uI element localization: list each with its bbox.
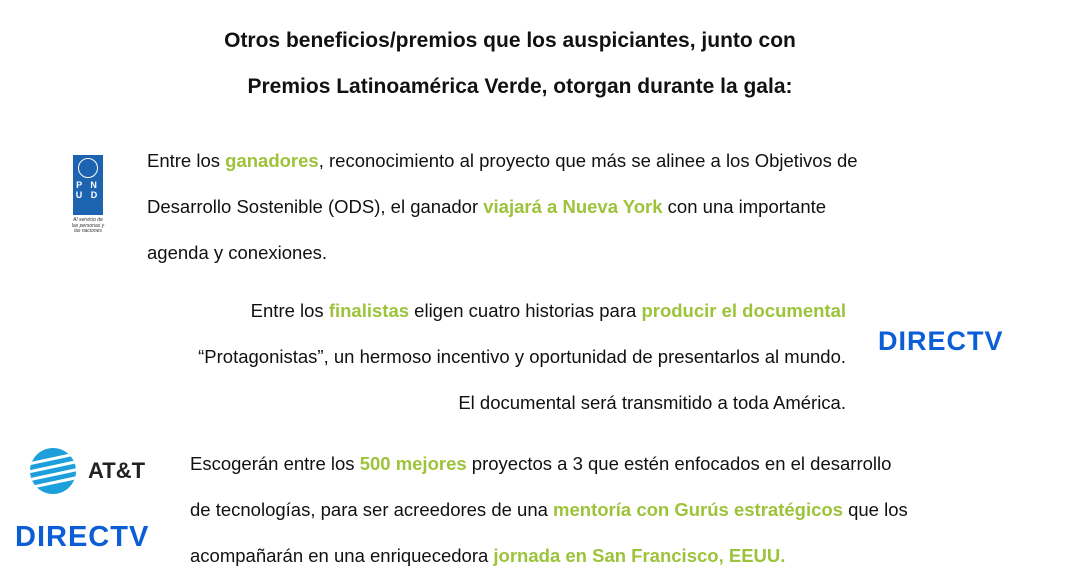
text: , reconocimiento al proyecto que más se alinee a los Objetivos de [318,150,858,171]
att-logo [30,448,145,494]
text: eligen cuatro historias para [409,300,642,321]
text: que los [842,499,908,520]
text: con una importante [662,196,827,217]
paragraph-line [190,487,1050,533]
directv-wordmark: DIRECTV [15,521,150,553]
paragraph-line [147,184,1027,230]
text: acompañarán en una enriquecedora [190,545,494,566]
directv-logo [878,326,1004,357]
section-finalistas [60,288,846,426]
highlight-san-francisco: jornada en San Francisco, EEUU. [493,545,786,566]
section-500-mejores [190,441,1050,579]
paragraph-line: El documental será transmitido a toda América. [458,392,846,413]
un-emblem-icon [73,155,103,215]
directv-wordmark: DIRECTV [878,326,1004,356]
section-ganadores [147,138,1027,276]
text: proyectos a 3 que estén enfocados en el desarrollo [466,453,892,474]
pnud-logo [70,155,106,235]
text: Escogerán entre los [190,453,360,474]
page-title-line-2: Premios Latinoamérica Verde, otorgan durante la gala: [247,75,793,98]
paragraph-line: “Protagonistas”, un hermoso incentivo y oportunidad de presentarlos al mundo. [198,346,846,367]
text: de tecnologías, para ser acreedores de una [190,499,554,520]
paragraph-line [190,441,1050,487]
highlight-documental: producir el documental [641,300,846,321]
att-globe-icon [30,448,76,494]
highlight-nueva-york: viajará a Nueva York [483,196,663,217]
paragraph-line: agenda y conexiones. [147,242,327,263]
highlight-finalistas: finalistas [328,300,410,321]
text: Entre los [250,300,329,321]
paragraph-line [190,533,1050,579]
highlight-mentoria: mentoría con Gurús estratégicos [553,499,843,520]
page-title-line-1: Otros beneficios/premios que los auspiciantes, junto con [224,29,796,52]
paragraph-line [60,288,846,334]
text: Desarrollo Sostenible (ODS), el ganador [147,196,484,217]
highlight-ganadores: ganadores [225,150,319,171]
directv-logo-2 [15,521,149,554]
highlight-500-mejores: 500 mejores [359,453,467,474]
paragraph-line [147,138,1027,184]
pnud-caption: Al servicio de las personas y las naciones [71,217,105,234]
pnud-letters: P N U D [75,180,101,200]
att-wordmark: AT&T [88,458,146,483]
text: Entre los [147,150,226,171]
